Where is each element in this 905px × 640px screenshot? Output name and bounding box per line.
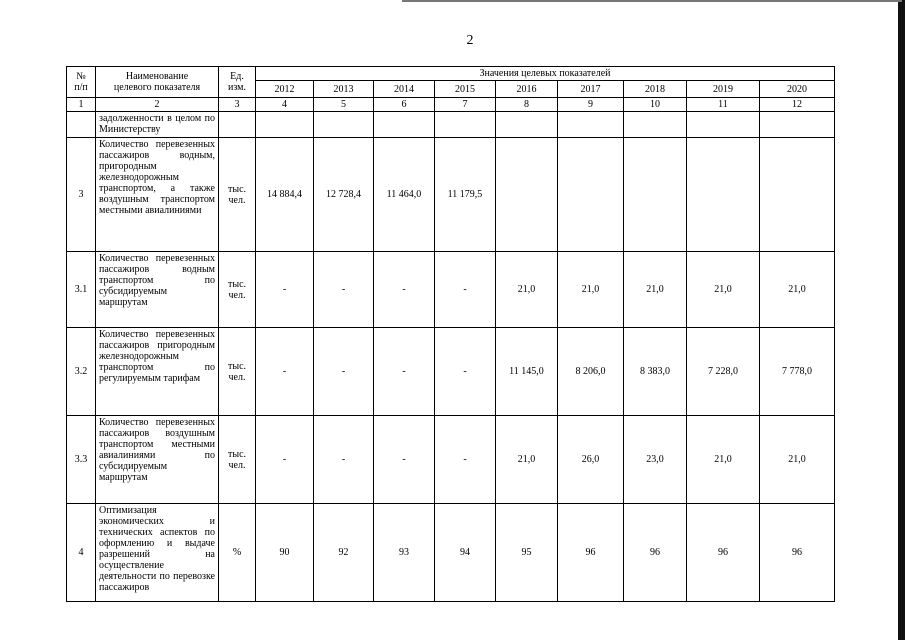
value-cell: 96 bbox=[624, 504, 687, 602]
col-number: 8 bbox=[496, 98, 558, 112]
unit: тыс. чел. bbox=[219, 328, 256, 416]
row-number: 3 bbox=[67, 138, 96, 252]
value-cell: 11 145,0 bbox=[496, 328, 558, 416]
value-cell: 92 bbox=[314, 504, 374, 602]
row-number bbox=[67, 112, 96, 138]
row-number: 3.3 bbox=[67, 416, 96, 504]
value-cell bbox=[760, 138, 835, 252]
header-year: 2019 bbox=[687, 81, 760, 98]
value-cell bbox=[374, 112, 435, 138]
value-cell: 12 728,4 bbox=[314, 138, 374, 252]
table-row bbox=[67, 138, 835, 252]
unit: тыс. чел. bbox=[219, 252, 256, 328]
header-row-1 bbox=[67, 67, 835, 81]
col-number: 1 bbox=[67, 98, 96, 112]
col-number: 10 bbox=[624, 98, 687, 112]
value-cell bbox=[687, 112, 760, 138]
value-cell: 23,0 bbox=[624, 416, 687, 504]
header-year: 2018 bbox=[624, 81, 687, 98]
value-cell bbox=[496, 112, 558, 138]
value-cell: 94 bbox=[435, 504, 496, 602]
table-row bbox=[67, 504, 835, 602]
header-year: 2012 bbox=[256, 81, 314, 98]
indicator-name: задолженности в целом по Министерству bbox=[96, 112, 219, 138]
col-number: 9 bbox=[558, 98, 624, 112]
col-number: 5 bbox=[314, 98, 374, 112]
table-row bbox=[67, 112, 835, 138]
unit: % bbox=[219, 504, 256, 602]
row-number: 3.2 bbox=[67, 328, 96, 416]
header-col-unit: Ед. изм. bbox=[219, 67, 256, 98]
header-col-name: Наименование целевого показателя bbox=[96, 67, 219, 98]
indicator-name: Количество перевезенных пассажиров пригородным железнодорожным транспортом по регулируемым тарифам bbox=[96, 328, 219, 416]
col-number: 3 bbox=[219, 98, 256, 112]
row-number: 3.1 bbox=[67, 252, 96, 328]
value-cell bbox=[687, 138, 760, 252]
value-cell: - bbox=[435, 328, 496, 416]
value-cell: 7 778,0 bbox=[760, 328, 835, 416]
value-cell: - bbox=[374, 328, 435, 416]
header-year: 2016 bbox=[496, 81, 558, 98]
value-cell: 7 228,0 bbox=[687, 328, 760, 416]
value-cell: - bbox=[435, 252, 496, 328]
page-number: 2 bbox=[466, 33, 474, 48]
value-cell: 90 bbox=[256, 504, 314, 602]
col-number: 6 bbox=[374, 98, 435, 112]
value-cell: 14 884,4 bbox=[256, 138, 314, 252]
unit: тыс. чел. bbox=[219, 416, 256, 504]
value-cell bbox=[314, 112, 374, 138]
table-row bbox=[67, 416, 835, 504]
value-cell: - bbox=[374, 416, 435, 504]
header-col-no: № п/п bbox=[67, 67, 96, 98]
value-cell: 96 bbox=[760, 504, 835, 602]
value-cell bbox=[496, 138, 558, 252]
value-cell bbox=[624, 112, 687, 138]
header-values-group: Значения целевых показателей bbox=[256, 67, 835, 81]
unit: тыс. чел. bbox=[219, 138, 256, 252]
value-cell: 8 206,0 bbox=[558, 328, 624, 416]
indicator-name: Оптимизация экономических и технических аспектов по оформлению и выдаче разрешений на осуществление деятельности по перевозке пассажиров bbox=[96, 504, 219, 602]
value-cell bbox=[558, 112, 624, 138]
value-cell: - bbox=[374, 252, 435, 328]
header-row-numbers bbox=[67, 98, 835, 112]
unit bbox=[219, 112, 256, 138]
value-cell: 21,0 bbox=[624, 252, 687, 328]
value-cell bbox=[256, 112, 314, 138]
value-cell bbox=[435, 112, 496, 138]
value-cell: 93 bbox=[374, 504, 435, 602]
value-cell: - bbox=[314, 252, 374, 328]
value-cell: 21,0 bbox=[687, 416, 760, 504]
value-cell: - bbox=[314, 328, 374, 416]
value-cell: 95 bbox=[496, 504, 558, 602]
value-cell: - bbox=[256, 416, 314, 504]
value-cell: 8 383,0 bbox=[624, 328, 687, 416]
table-row bbox=[67, 252, 835, 328]
value-cell: 11 179,5 bbox=[435, 138, 496, 252]
col-number: 12 bbox=[760, 98, 835, 112]
scan-edge-top bbox=[402, 0, 902, 2]
header-year: 2020 bbox=[760, 81, 835, 98]
indicator-name: Количество перевезенных пассажиров воздушным транспортом местными авиалиниями по субсидируемым маршрутам bbox=[96, 416, 219, 504]
table-row bbox=[67, 328, 835, 416]
value-cell: 21,0 bbox=[496, 252, 558, 328]
value-cell: 21,0 bbox=[687, 252, 760, 328]
header-year: 2014 bbox=[374, 81, 435, 98]
value-cell bbox=[624, 138, 687, 252]
row-number: 4 bbox=[67, 504, 96, 602]
value-cell: 21,0 bbox=[760, 252, 835, 328]
col-number: 11 bbox=[687, 98, 760, 112]
header-year: 2013 bbox=[314, 81, 374, 98]
value-cell: 96 bbox=[558, 504, 624, 602]
value-cell: 21,0 bbox=[760, 416, 835, 504]
indicators-table bbox=[66, 66, 835, 602]
value-cell: 11 464,0 bbox=[374, 138, 435, 252]
indicator-name: Количество перевезенных пассажиров водным, пригородным железнодорожным транспортом, а также воздушным транспортом местными авиалиниями bbox=[96, 138, 219, 252]
value-cell: 21,0 bbox=[496, 416, 558, 504]
value-cell: 96 bbox=[687, 504, 760, 602]
value-cell: - bbox=[435, 416, 496, 504]
value-cell: 26,0 bbox=[558, 416, 624, 504]
scan-edge-right bbox=[898, 0, 905, 640]
value-cell: 21,0 bbox=[558, 252, 624, 328]
header-year: 2015 bbox=[435, 81, 496, 98]
header-year: 2017 bbox=[558, 81, 624, 98]
col-number: 7 bbox=[435, 98, 496, 112]
value-cell bbox=[558, 138, 624, 252]
value-cell: - bbox=[256, 328, 314, 416]
value-cell: - bbox=[256, 252, 314, 328]
value-cell bbox=[760, 112, 835, 138]
col-number: 2 bbox=[96, 98, 219, 112]
indicator-name: Количество перевезенных пассажиров водным транспортом по субсидируемым маршрутам bbox=[96, 252, 219, 328]
col-number: 4 bbox=[256, 98, 314, 112]
value-cell: - bbox=[314, 416, 374, 504]
